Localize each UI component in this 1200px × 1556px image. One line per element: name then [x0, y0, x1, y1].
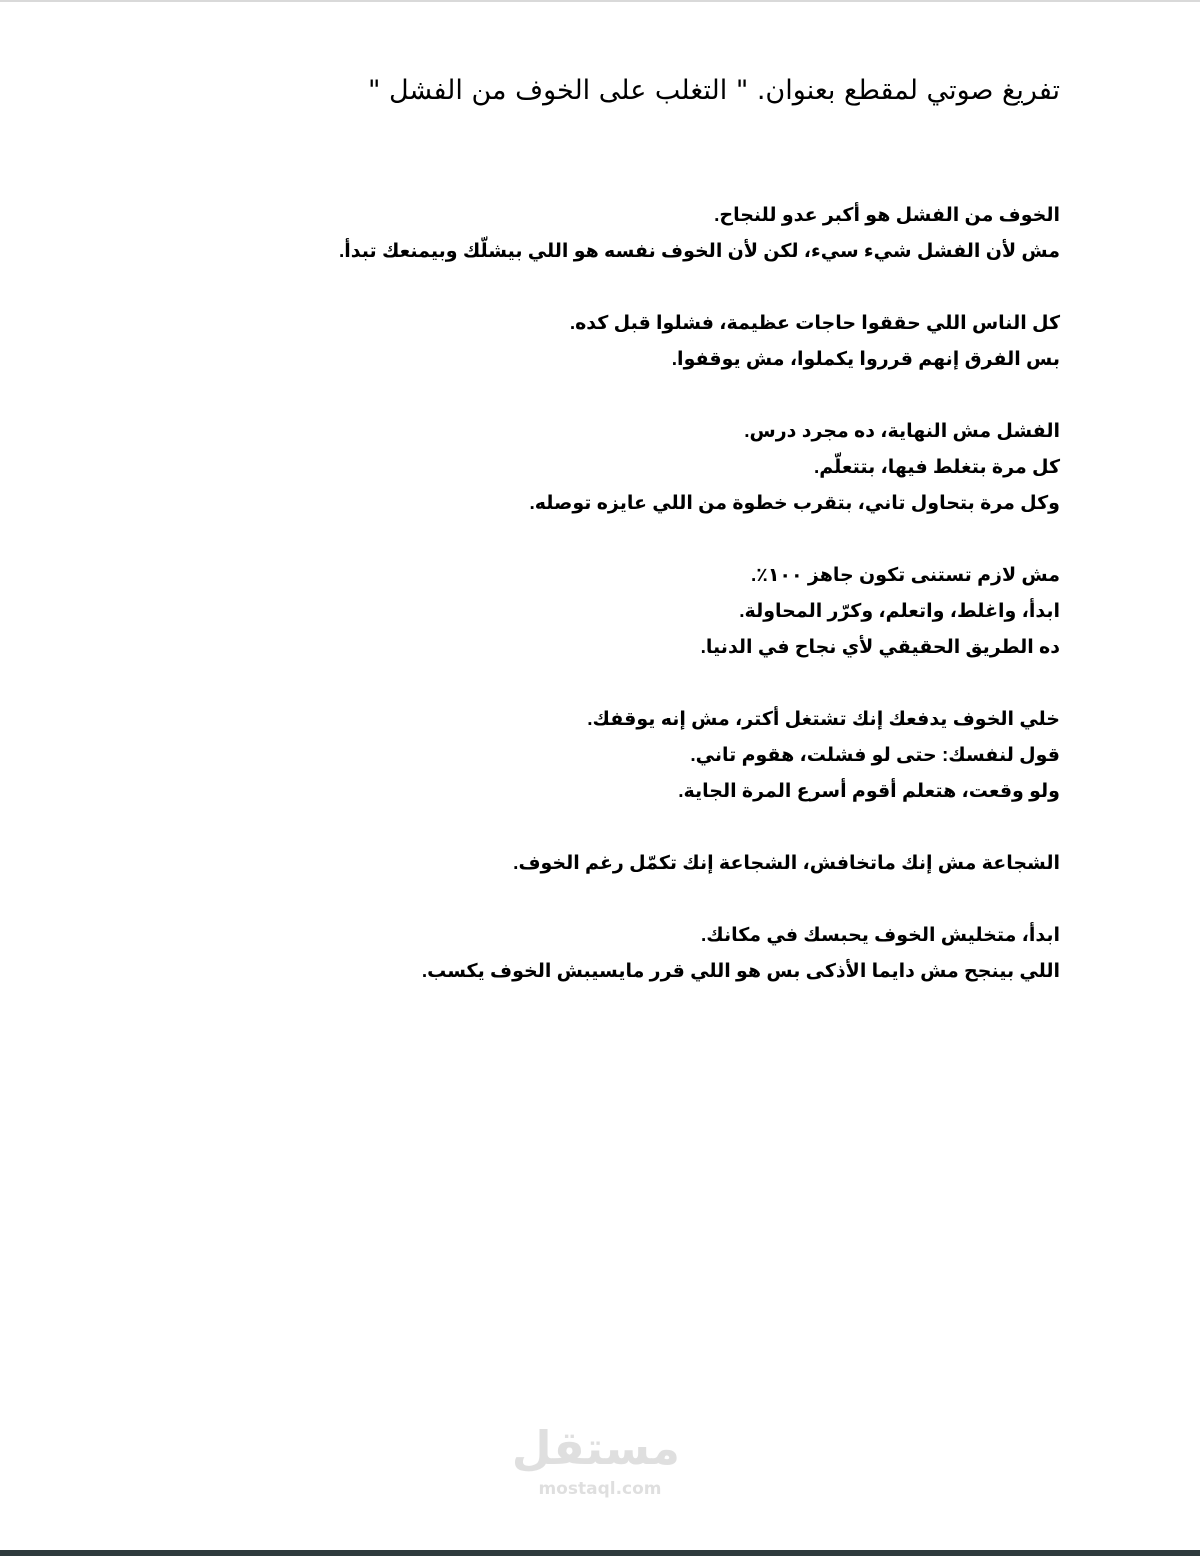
body-line: كل الناس اللي حققوا حاجات عظيمة، فشلوا قبل كده. [569, 313, 1060, 334]
paragraph-6 [160, 846, 1060, 882]
page-bottom-border [0, 1550, 1200, 1556]
body-line: ابدأ، واغلط، واتعلم، وكرّر المحاولة. [739, 601, 1060, 622]
body-line: اللي بينجح مش دايما الأذكى بس هو اللي قرر مايسيبش الخوف يكسب. [421, 961, 1060, 982]
body-line: مش لأن الفشل شيء سيء، لكن لأن الخوف نفسه هو اللي بيشلّك وبيمنعك تبدأ. [339, 241, 1060, 262]
body-line: الشجاعة مش إنك ماتخافش، الشجاعة إنك تكمّل رغم الخوف. [513, 853, 1060, 874]
paragraph-2 [160, 306, 1060, 378]
watermark-logo: مستقل [511, 1421, 680, 1475]
watermark-site: mostaql.com [538, 1479, 662, 1499]
body-line: ده الطريق الحقيقي لأي نجاح في الدنيا. [700, 637, 1060, 658]
paragraph-5 [160, 702, 1060, 810]
document-title: تفريغ صوتي لمقطع بعنوان. " التغلب على الخوف من الفشل " [367, 75, 1060, 106]
body-line: الفشل مش النهاية، ده مجرد درس. [744, 421, 1060, 442]
paragraph-4 [160, 558, 1060, 666]
body-line: مش لازم تستنى تكون جاهز ١٠٠٪. [750, 565, 1060, 586]
paragraph-3 [160, 414, 1060, 522]
body-line: كل مرة بتغلط فيها، بتتعلّم. [813, 457, 1060, 478]
body-line: الخوف من الفشل هو أكبر عدو للنجاح. [714, 205, 1060, 226]
body-line: قول لنفسك: حتى لو فشلت، هقوم تاني. [690, 745, 1060, 766]
paragraph-7 [160, 918, 1060, 990]
body-line: خلي الخوف يدفعك إنك تشتغل أكتر، مش إنه يوقفك. [587, 709, 1060, 730]
mostaql-watermark [511, 1418, 680, 1500]
body-line: ولو وقعت، هتعلم أقوم أسرع المرة الجاية. [678, 781, 1060, 802]
body-line: بس الفرق إنهم قرروا يكملوا، مش يوقفوا. [671, 349, 1060, 370]
document-body [160, 198, 1060, 1026]
paragraph-1 [160, 198, 1060, 270]
body-line: ابدأ، متخليش الخوف يحبسك في مكانك. [701, 925, 1060, 946]
body-line: وكل مرة بتحاول تاني، بتقرب خطوة من اللي عايزه توصله. [529, 493, 1060, 514]
